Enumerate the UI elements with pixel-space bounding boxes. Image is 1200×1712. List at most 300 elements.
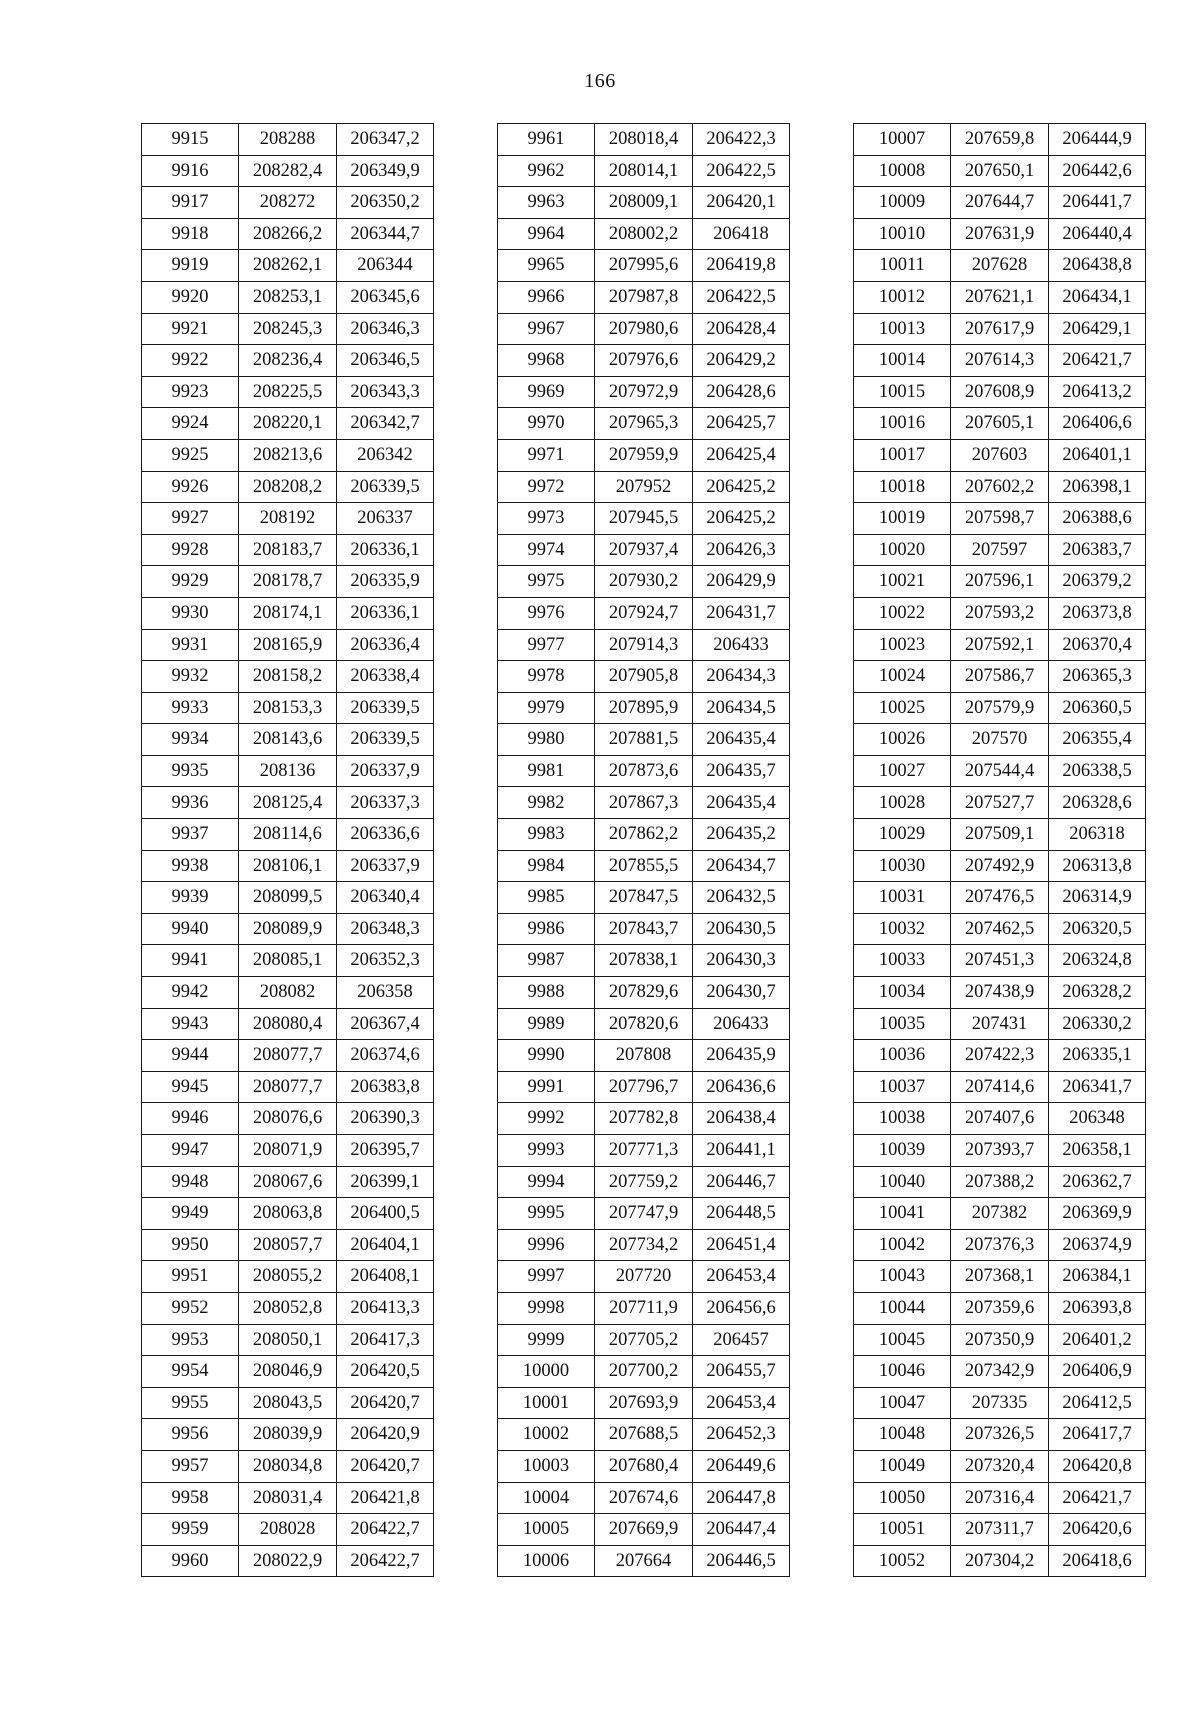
- point-number-cell: 9965: [498, 250, 595, 282]
- y-coordinate-cell: 206335,9: [337, 566, 434, 598]
- table-row: [498, 977, 790, 1009]
- point-number-cell: 10016: [854, 408, 951, 440]
- table-row: [498, 1514, 790, 1546]
- y-coordinate-cell: 206365,3: [1049, 661, 1146, 693]
- y-coordinate-cell: 206320,5: [1049, 913, 1146, 945]
- point-number-cell: 9975: [498, 566, 595, 598]
- table-row: [498, 661, 790, 693]
- y-coordinate-cell: 206421,8: [337, 1482, 434, 1514]
- point-number-cell: 10009: [854, 187, 951, 219]
- point-number-cell: 9937: [142, 819, 239, 851]
- table-row: [498, 1198, 790, 1230]
- point-number-cell: 10010: [854, 218, 951, 250]
- y-coordinate-cell: 206435,7: [693, 755, 790, 787]
- y-coordinate-cell: 206344: [337, 250, 434, 282]
- table-row: [498, 724, 790, 756]
- point-number-cell: 10047: [854, 1387, 951, 1419]
- x-coordinate-cell: 208213,6: [239, 439, 337, 471]
- table-row: [498, 187, 790, 219]
- table-row: [854, 503, 1146, 535]
- point-number-cell: 9995: [498, 1198, 595, 1230]
- x-coordinate-cell: 207342,9: [951, 1356, 1049, 1388]
- point-number-cell: 10045: [854, 1324, 951, 1356]
- y-coordinate-cell: 206418: [693, 218, 790, 250]
- table-row: [142, 1514, 434, 1546]
- table-row: [142, 313, 434, 345]
- y-coordinate-cell: 206342,7: [337, 408, 434, 440]
- table-row: [854, 1450, 1146, 1482]
- y-coordinate-cell: 206434,7: [693, 850, 790, 882]
- y-coordinate-cell: 206421,7: [1049, 345, 1146, 377]
- y-coordinate-cell: 206420,8: [1049, 1450, 1146, 1482]
- point-number-cell: 9974: [498, 534, 595, 566]
- table-row: [854, 819, 1146, 851]
- coordinates-table-middle: [497, 123, 790, 1577]
- x-coordinate-cell: 208125,4: [239, 787, 337, 819]
- x-coordinate-cell: 207659,8: [951, 124, 1049, 156]
- x-coordinate-cell: 208080,4: [239, 1008, 337, 1040]
- x-coordinate-cell: 207316,4: [951, 1482, 1049, 1514]
- y-coordinate-cell: 206444,9: [1049, 124, 1146, 156]
- y-coordinate-cell: 206343,3: [337, 376, 434, 408]
- point-number-cell: 10013: [854, 313, 951, 345]
- point-number-cell: 9987: [498, 945, 595, 977]
- y-coordinate-cell: 206421,7: [1049, 1482, 1146, 1514]
- table-row: [854, 250, 1146, 282]
- point-number-cell: 9932: [142, 661, 239, 693]
- y-coordinate-cell: 206425,7: [693, 408, 790, 440]
- table-row: [854, 755, 1146, 787]
- y-coordinate-cell: 206456,6: [693, 1292, 790, 1324]
- table-row: [142, 1071, 434, 1103]
- x-coordinate-cell: 207820,6: [595, 1008, 693, 1040]
- y-coordinate-cell: 206336,1: [337, 597, 434, 629]
- table-row: [854, 1545, 1146, 1577]
- x-coordinate-cell: 208057,7: [239, 1229, 337, 1261]
- point-number-cell: 10038: [854, 1103, 951, 1135]
- table-row: [854, 1292, 1146, 1324]
- x-coordinate-cell: 207924,7: [595, 597, 693, 629]
- y-coordinate-cell: 206446,7: [693, 1166, 790, 1198]
- table-row: [498, 1545, 790, 1577]
- x-coordinate-cell: 208077,7: [239, 1040, 337, 1072]
- point-number-cell: 9943: [142, 1008, 239, 1040]
- y-coordinate-cell: 206448,5: [693, 1198, 790, 1230]
- y-coordinate-cell: 206313,8: [1049, 850, 1146, 882]
- table-row: [142, 1356, 434, 1388]
- coordinates-table-left: [141, 123, 434, 1577]
- x-coordinate-cell: 207422,3: [951, 1040, 1049, 1072]
- y-coordinate-cell: 206370,4: [1049, 629, 1146, 661]
- table-row: [854, 1387, 1146, 1419]
- point-number-cell: 10029: [854, 819, 951, 851]
- x-coordinate-cell: 208106,1: [239, 850, 337, 882]
- point-number-cell: 9934: [142, 724, 239, 756]
- point-number-cell: 10041: [854, 1198, 951, 1230]
- table-row: [854, 155, 1146, 187]
- point-number-cell: 9994: [498, 1166, 595, 1198]
- y-coordinate-cell: 206449,6: [693, 1450, 790, 1482]
- table-row: [142, 471, 434, 503]
- x-coordinate-cell: 207388,2: [951, 1166, 1049, 1198]
- table-row: [142, 1229, 434, 1261]
- table-row: [854, 882, 1146, 914]
- point-number-cell: 9996: [498, 1229, 595, 1261]
- x-coordinate-cell: 207881,5: [595, 724, 693, 756]
- point-number-cell: 9977: [498, 629, 595, 661]
- point-number-cell: 9925: [142, 439, 239, 471]
- x-coordinate-cell: 208022,9: [239, 1545, 337, 1577]
- table-row: [498, 1387, 790, 1419]
- y-coordinate-cell: 206420,5: [337, 1356, 434, 1388]
- point-number-cell: 9990: [498, 1040, 595, 1072]
- table-row: [854, 597, 1146, 629]
- y-coordinate-cell: 206350,2: [337, 187, 434, 219]
- y-coordinate-cell: 206383,8: [337, 1071, 434, 1103]
- x-coordinate-cell: 207782,8: [595, 1103, 693, 1135]
- table-row: [854, 1198, 1146, 1230]
- x-coordinate-cell: 208039,9: [239, 1419, 337, 1451]
- x-coordinate-cell: 207674,6: [595, 1482, 693, 1514]
- point-number-cell: 9945: [142, 1071, 239, 1103]
- point-number-cell: 10035: [854, 1008, 951, 1040]
- x-coordinate-cell: 207462,5: [951, 913, 1049, 945]
- x-coordinate-cell: 208245,3: [239, 313, 337, 345]
- table-row: [854, 629, 1146, 661]
- table-row: [498, 1261, 790, 1293]
- y-coordinate-cell: 206434,3: [693, 661, 790, 693]
- point-number-cell: 9986: [498, 913, 595, 945]
- x-coordinate-cell: 207680,4: [595, 1450, 693, 1482]
- x-coordinate-cell: 207759,2: [595, 1166, 693, 1198]
- table-row: [854, 1071, 1146, 1103]
- x-coordinate-cell: 207669,9: [595, 1514, 693, 1546]
- x-coordinate-cell: 208099,5: [239, 882, 337, 914]
- y-coordinate-cell: 206425,2: [693, 471, 790, 503]
- x-coordinate-cell: 208050,1: [239, 1324, 337, 1356]
- x-coordinate-cell: 207664: [595, 1545, 693, 1577]
- y-coordinate-cell: 206446,5: [693, 1545, 790, 1577]
- y-coordinate-cell: 206452,3: [693, 1419, 790, 1451]
- point-number-cell: 9949: [142, 1198, 239, 1230]
- x-coordinate-cell: 207959,9: [595, 439, 693, 471]
- y-coordinate-cell: 206328,6: [1049, 787, 1146, 819]
- x-coordinate-cell: 207995,6: [595, 250, 693, 282]
- table-row: [854, 187, 1146, 219]
- point-number-cell: 9936: [142, 787, 239, 819]
- y-coordinate-cell: 206434,5: [693, 692, 790, 724]
- x-coordinate-cell: 207350,9: [951, 1324, 1049, 1356]
- point-number-cell: 9966: [498, 281, 595, 313]
- table-row: [498, 345, 790, 377]
- point-number-cell: 10036: [854, 1040, 951, 1072]
- y-coordinate-cell: 206429,1: [1049, 313, 1146, 345]
- point-number-cell: 9969: [498, 376, 595, 408]
- y-coordinate-cell: 206400,5: [337, 1198, 434, 1230]
- y-coordinate-cell: 206428,6: [693, 376, 790, 408]
- x-coordinate-cell: 207867,3: [595, 787, 693, 819]
- table-row: [498, 250, 790, 282]
- point-number-cell: 10002: [498, 1419, 595, 1451]
- y-coordinate-cell: 206390,3: [337, 1103, 434, 1135]
- y-coordinate-cell: 206337,9: [337, 755, 434, 787]
- x-coordinate-cell: 208225,5: [239, 376, 337, 408]
- y-coordinate-cell: 206418,6: [1049, 1545, 1146, 1577]
- table-row: [498, 1103, 790, 1135]
- point-number-cell: 9960: [142, 1545, 239, 1577]
- x-coordinate-cell: 207509,1: [951, 819, 1049, 851]
- point-number-cell: 10023: [854, 629, 951, 661]
- point-number-cell: 10048: [854, 1419, 951, 1451]
- table-row: [142, 250, 434, 282]
- table-row: [142, 1166, 434, 1198]
- point-number-cell: 9922: [142, 345, 239, 377]
- y-coordinate-cell: 206422,5: [693, 155, 790, 187]
- y-coordinate-cell: 206435,4: [693, 787, 790, 819]
- point-number-cell: 9954: [142, 1356, 239, 1388]
- table-row: [498, 597, 790, 629]
- x-coordinate-cell: 207972,9: [595, 376, 693, 408]
- table-row: [498, 755, 790, 787]
- y-coordinate-cell: 206422,3: [693, 124, 790, 156]
- y-coordinate-cell: 206328,2: [1049, 977, 1146, 1009]
- table-row: [498, 1482, 790, 1514]
- y-coordinate-cell: 206417,7: [1049, 1419, 1146, 1451]
- x-coordinate-cell: 208085,1: [239, 945, 337, 977]
- table-row: [142, 408, 434, 440]
- x-coordinate-cell: 207644,7: [951, 187, 1049, 219]
- y-coordinate-cell: 206404,1: [337, 1229, 434, 1261]
- x-coordinate-cell: 208043,5: [239, 1387, 337, 1419]
- table-row: [498, 850, 790, 882]
- x-coordinate-cell: 207980,6: [595, 313, 693, 345]
- point-number-cell: 9961: [498, 124, 595, 156]
- x-coordinate-cell: 207382: [951, 1198, 1049, 1230]
- x-coordinate-cell: 207586,7: [951, 661, 1049, 693]
- y-coordinate-cell: 206346,3: [337, 313, 434, 345]
- table-row: [854, 439, 1146, 471]
- y-coordinate-cell: 206425,2: [693, 503, 790, 535]
- x-coordinate-cell: 207650,1: [951, 155, 1049, 187]
- point-number-cell: 10050: [854, 1482, 951, 1514]
- x-coordinate-cell: 208282,4: [239, 155, 337, 187]
- table-row: [498, 1292, 790, 1324]
- y-coordinate-cell: 206435,9: [693, 1040, 790, 1072]
- x-coordinate-cell: 208262,1: [239, 250, 337, 282]
- point-number-cell: 9916: [142, 155, 239, 187]
- table-row: [142, 155, 434, 187]
- table-row: [142, 124, 434, 156]
- x-coordinate-cell: 208089,9: [239, 913, 337, 945]
- y-coordinate-cell: 206426,3: [693, 534, 790, 566]
- x-coordinate-cell: 207862,2: [595, 819, 693, 851]
- table-row: [498, 1166, 790, 1198]
- y-coordinate-cell: 206339,5: [337, 471, 434, 503]
- x-coordinate-cell: 208136: [239, 755, 337, 787]
- table-row: [498, 1071, 790, 1103]
- y-coordinate-cell: 206358,1: [1049, 1135, 1146, 1167]
- point-number-cell: 9970: [498, 408, 595, 440]
- point-number-cell: 9980: [498, 724, 595, 756]
- table-row: [142, 1103, 434, 1135]
- table-row: [854, 1229, 1146, 1261]
- table-row: [854, 661, 1146, 693]
- point-number-cell: 9955: [142, 1387, 239, 1419]
- y-coordinate-cell: 206428,4: [693, 313, 790, 345]
- x-coordinate-cell: 207895,9: [595, 692, 693, 724]
- x-coordinate-cell: 207376,3: [951, 1229, 1049, 1261]
- x-coordinate-cell: 207705,2: [595, 1324, 693, 1356]
- table-row: [854, 977, 1146, 1009]
- y-coordinate-cell: 206436,6: [693, 1071, 790, 1103]
- y-coordinate-cell: 206430,7: [693, 977, 790, 1009]
- table-row: [142, 1008, 434, 1040]
- table-row: [498, 1135, 790, 1167]
- y-coordinate-cell: 206344,7: [337, 218, 434, 250]
- point-number-cell: 9930: [142, 597, 239, 629]
- point-number-cell: 10024: [854, 661, 951, 693]
- table-row: [142, 945, 434, 977]
- table-row: [142, 787, 434, 819]
- table-row: [498, 408, 790, 440]
- y-coordinate-cell: 206345,6: [337, 281, 434, 313]
- point-number-cell: 9953: [142, 1324, 239, 1356]
- y-coordinate-cell: 206324,8: [1049, 945, 1146, 977]
- point-number-cell: 10006: [498, 1545, 595, 1577]
- y-coordinate-cell: 206442,6: [1049, 155, 1146, 187]
- point-number-cell: 9927: [142, 503, 239, 535]
- point-number-cell: 10046: [854, 1356, 951, 1388]
- table-row: [142, 345, 434, 377]
- x-coordinate-cell: 207796,7: [595, 1071, 693, 1103]
- point-number-cell: 9971: [498, 439, 595, 471]
- x-coordinate-cell: 207693,9: [595, 1387, 693, 1419]
- point-number-cell: 10004: [498, 1482, 595, 1514]
- y-coordinate-cell: 206339,5: [337, 692, 434, 724]
- table-row: [498, 819, 790, 851]
- y-coordinate-cell: 206398,1: [1049, 471, 1146, 503]
- x-coordinate-cell: 207711,9: [595, 1292, 693, 1324]
- table-row: [854, 281, 1146, 313]
- x-coordinate-cell: 207965,3: [595, 408, 693, 440]
- table-row: [498, 503, 790, 535]
- y-coordinate-cell: 206441,1: [693, 1135, 790, 1167]
- table-row: [142, 629, 434, 661]
- point-number-cell: 9957: [142, 1450, 239, 1482]
- y-coordinate-cell: 206393,8: [1049, 1292, 1146, 1324]
- y-coordinate-cell: 206346,5: [337, 345, 434, 377]
- point-number-cell: 9999: [498, 1324, 595, 1356]
- x-coordinate-cell: 208014,1: [595, 155, 693, 187]
- table-row: [142, 1292, 434, 1324]
- point-number-cell: 10022: [854, 597, 951, 629]
- point-number-cell: 10030: [854, 850, 951, 882]
- y-coordinate-cell: 206355,4: [1049, 724, 1146, 756]
- table-row: [142, 1450, 434, 1482]
- table-row: [142, 882, 434, 914]
- point-number-cell: 9946: [142, 1103, 239, 1135]
- point-number-cell: 9967: [498, 313, 595, 345]
- x-coordinate-cell: 207945,5: [595, 503, 693, 535]
- point-number-cell: 9948: [142, 1166, 239, 1198]
- y-coordinate-cell: 206440,4: [1049, 218, 1146, 250]
- x-coordinate-cell: 207597: [951, 534, 1049, 566]
- x-coordinate-cell: 208174,1: [239, 597, 337, 629]
- x-coordinate-cell: 207359,6: [951, 1292, 1049, 1324]
- table-row: [142, 1040, 434, 1072]
- x-coordinate-cell: 207326,5: [951, 1419, 1049, 1451]
- y-coordinate-cell: 206430,5: [693, 913, 790, 945]
- table-row: [142, 1135, 434, 1167]
- table-row: [142, 376, 434, 408]
- table-row: [142, 566, 434, 598]
- x-coordinate-cell: 207304,2: [951, 1545, 1049, 1577]
- table-row: [498, 313, 790, 345]
- table-row: [142, 187, 434, 219]
- y-coordinate-cell: 206318: [1049, 819, 1146, 851]
- y-coordinate-cell: 206413,3: [337, 1292, 434, 1324]
- table-row: [142, 1324, 434, 1356]
- point-number-cell: 9919: [142, 250, 239, 282]
- x-coordinate-cell: 208153,3: [239, 692, 337, 724]
- x-coordinate-cell: 207628: [951, 250, 1049, 282]
- y-coordinate-cell: 206441,7: [1049, 187, 1146, 219]
- table-row: [142, 1198, 434, 1230]
- table-row: [142, 439, 434, 471]
- point-number-cell: 9939: [142, 882, 239, 914]
- table-row: [854, 566, 1146, 598]
- x-coordinate-cell: 208009,1: [595, 187, 693, 219]
- table-row: [498, 218, 790, 250]
- x-coordinate-cell: 207771,3: [595, 1135, 693, 1167]
- x-coordinate-cell: 207570: [951, 724, 1049, 756]
- table-row: [142, 1419, 434, 1451]
- x-coordinate-cell: 207905,8: [595, 661, 693, 693]
- table-row: [854, 1103, 1146, 1135]
- x-coordinate-cell: 207614,3: [951, 345, 1049, 377]
- x-coordinate-cell: 208192: [239, 503, 337, 535]
- x-coordinate-cell: 208002,2: [595, 218, 693, 250]
- x-coordinate-cell: 207700,2: [595, 1356, 693, 1388]
- x-coordinate-cell: 208272: [239, 187, 337, 219]
- y-coordinate-cell: 206422,5: [693, 281, 790, 313]
- point-number-cell: 9963: [498, 187, 595, 219]
- x-coordinate-cell: 207855,5: [595, 850, 693, 882]
- x-coordinate-cell: 207829,6: [595, 977, 693, 1009]
- y-coordinate-cell: 206340,4: [337, 882, 434, 914]
- table-row: [498, 913, 790, 945]
- y-coordinate-cell: 206383,7: [1049, 534, 1146, 566]
- y-coordinate-cell: 206447,4: [693, 1514, 790, 1546]
- x-coordinate-cell: 207592,1: [951, 629, 1049, 661]
- x-coordinate-cell: 207914,3: [595, 629, 693, 661]
- point-number-cell: 9920: [142, 281, 239, 313]
- x-coordinate-cell: 207808: [595, 1040, 693, 1072]
- point-number-cell: 9923: [142, 376, 239, 408]
- table-row: [854, 787, 1146, 819]
- table-row: [142, 1482, 434, 1514]
- point-number-cell: 9915: [142, 124, 239, 156]
- point-number-cell: 10039: [854, 1135, 951, 1167]
- point-number-cell: 10020: [854, 534, 951, 566]
- table-row: [142, 597, 434, 629]
- y-coordinate-cell: 206342: [337, 439, 434, 471]
- point-number-cell: 10012: [854, 281, 951, 313]
- y-coordinate-cell: 206352,3: [337, 945, 434, 977]
- table-row: [854, 471, 1146, 503]
- table-row: [854, 945, 1146, 977]
- point-number-cell: 10040: [854, 1166, 951, 1198]
